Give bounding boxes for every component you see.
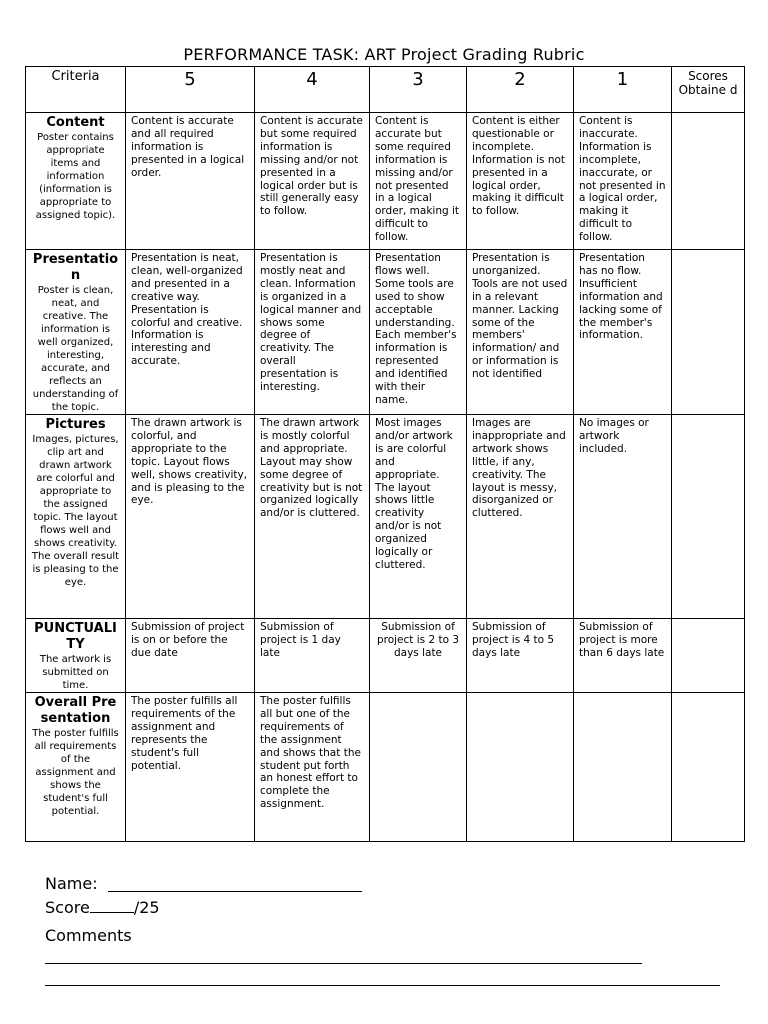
rubric-title: PERFORMANCE TASK: ART Project Grading Rubric (183, 45, 585, 64)
rubric-cell: The drawn artwork is mostly colorful and appropriate. Layout may show some degree of creativity but is not organized logically and/or is cluttered. (255, 415, 370, 619)
criteria-name: Content (46, 115, 105, 130)
rubric-cell (467, 693, 574, 842)
criteria-cell (26, 415, 126, 619)
table-row (26, 113, 745, 250)
score-total: /25 (133, 898, 160, 917)
criteria-description: Poster contains appropriate items and information (information is appropriate to assigned topic). (35, 132, 116, 221)
name-line (45, 874, 98, 893)
criteria-name: Pictures (45, 417, 106, 432)
criteria-description: Poster is clean, neat, and creative. The information is well organized, interesting, accurate, and reflects an understanding of the topic. (32, 285, 119, 413)
criteria-cell (26, 619, 126, 693)
score-obtained-cell[interactable] (672, 415, 745, 619)
score-line (45, 898, 160, 917)
rubric-cell: Presentation is mostly neat and clean. Information is organized in a logical manner and shows some degree of creativity. The overall presentation is interesting. (255, 250, 370, 415)
rubric-cell: The poster fulfills all requirements of the assignment and represents the student's full potential. (126, 693, 255, 842)
rubric-cell: Submission of project is 1 day late (255, 619, 370, 693)
scores-obtained-header: Scores Obtaine d (672, 67, 745, 113)
score-blank[interactable] (90, 898, 134, 913)
rubric-cell: The drawn artwork is colorful, and appropriate to the topic. Layout flows well, shows creativity, and is pleasing to the eye. (126, 415, 255, 619)
criteria-cell (26, 693, 126, 842)
rubric-cell: Submission of project is 2 to 3 days late (370, 619, 467, 693)
score-4-header: 4 (255, 67, 370, 113)
criteria-name: PUNCTUALITY (34, 621, 117, 652)
rubric-cell: Most images and/or artwork is are colorful and appropriate. The layout shows little creativity and/or is not organized logically or cluttered. (370, 415, 467, 619)
criteria-header: Criteria (26, 67, 126, 113)
rubric-cell: Submission of project is on or before the due date (126, 619, 255, 693)
rubric-cell: Presentation has no flow. Insufficient information and lacking some of the member's information. (574, 250, 672, 415)
table-row (26, 693, 745, 842)
rubric-cell: Submission of project is more than 6 days late (574, 619, 672, 693)
rubric-cell: Submission of project is 4 to 5 days late (467, 619, 574, 693)
score-5-header: 5 (126, 67, 255, 113)
rubric-cell: Images are inappropriate and artwork shows little, if any, creativity. The layout is messy, disorganized or cluttered. (467, 415, 574, 619)
header-row (26, 67, 745, 113)
table-row (26, 250, 745, 415)
criteria-name: Overall Presentation (34, 695, 117, 726)
score-obtained-cell[interactable] (672, 619, 745, 693)
rubric-cell: No images or artwork included. (574, 415, 672, 619)
score-3-header: 3 (370, 67, 467, 113)
name-label: Name: (45, 874, 98, 893)
rubric-cell (574, 693, 672, 842)
rubric-cell: Content is accurate but some required information is missing and/or not presented in a logical order but is still generally easy to follow. (255, 113, 370, 250)
name-blank[interactable] (108, 891, 362, 892)
criteria-cell (26, 250, 126, 415)
score-label: Score (45, 898, 90, 917)
criteria-name: Presentation (32, 252, 119, 283)
criteria-description: The artwork is submitted on time. (39, 654, 112, 691)
rubric-cell: Presentation is unorganized. Tools are not used in a relevant manner. Lacking some of the members' information/ and or information is not identified (467, 250, 574, 415)
rubric-cell: Presentation flows well. Some tools are used to show acceptable understanding. Each member's information is represented and identified with their name. (370, 250, 467, 415)
rubric-cell: Content is accurate and all required information is presented in a logical order. (126, 113, 255, 250)
rubric-cell (370, 693, 467, 842)
table-row (26, 619, 745, 693)
rubric-cell: Content is inaccurate. Information is incomplete, inaccurate, or not presented in a logical order, making it difficult to follow. (574, 113, 672, 250)
rubric-cell: Content is either questionable or incomplete. Information is not presented in a logical order, making it difficult to follow. (467, 113, 574, 250)
grading-rubric-table (25, 66, 745, 842)
comments-line-1[interactable] (45, 963, 642, 964)
comments-label: Comments (45, 926, 132, 945)
criteria-description: Images, pictures, clip art and drawn artwork are colorful and appropriate to the assigned topic. The layout flows well and shows creativity. The overall result is pleasing to the eye. (31, 434, 120, 588)
rubric-cell: The poster fulfills all but one of the requirements of the assignment and shows that the student put forth an honest effort to complete the assignment. (255, 693, 370, 842)
score-obtained-cell[interactable] (672, 693, 745, 842)
score-obtained-cell[interactable] (672, 113, 745, 250)
rubric-cell: Content is accurate but some required information is missing and/or not presented in a logical order, making it difficult to follow. (370, 113, 467, 250)
rubric-cell: Presentation is neat, clean, well-organized and presented in a creative way. Presentation is colorful and creative. Information is interesting and accurate. (126, 250, 255, 415)
score-2-header: 2 (467, 67, 574, 113)
score-1-header: 1 (574, 67, 672, 113)
score-obtained-cell[interactable] (672, 250, 745, 415)
table-row (26, 415, 745, 619)
criteria-cell (26, 113, 126, 250)
comments-line-2[interactable] (45, 985, 720, 986)
criteria-description: The poster fulfills all requirements of the assignment and shows the student's full potential. (32, 728, 119, 817)
